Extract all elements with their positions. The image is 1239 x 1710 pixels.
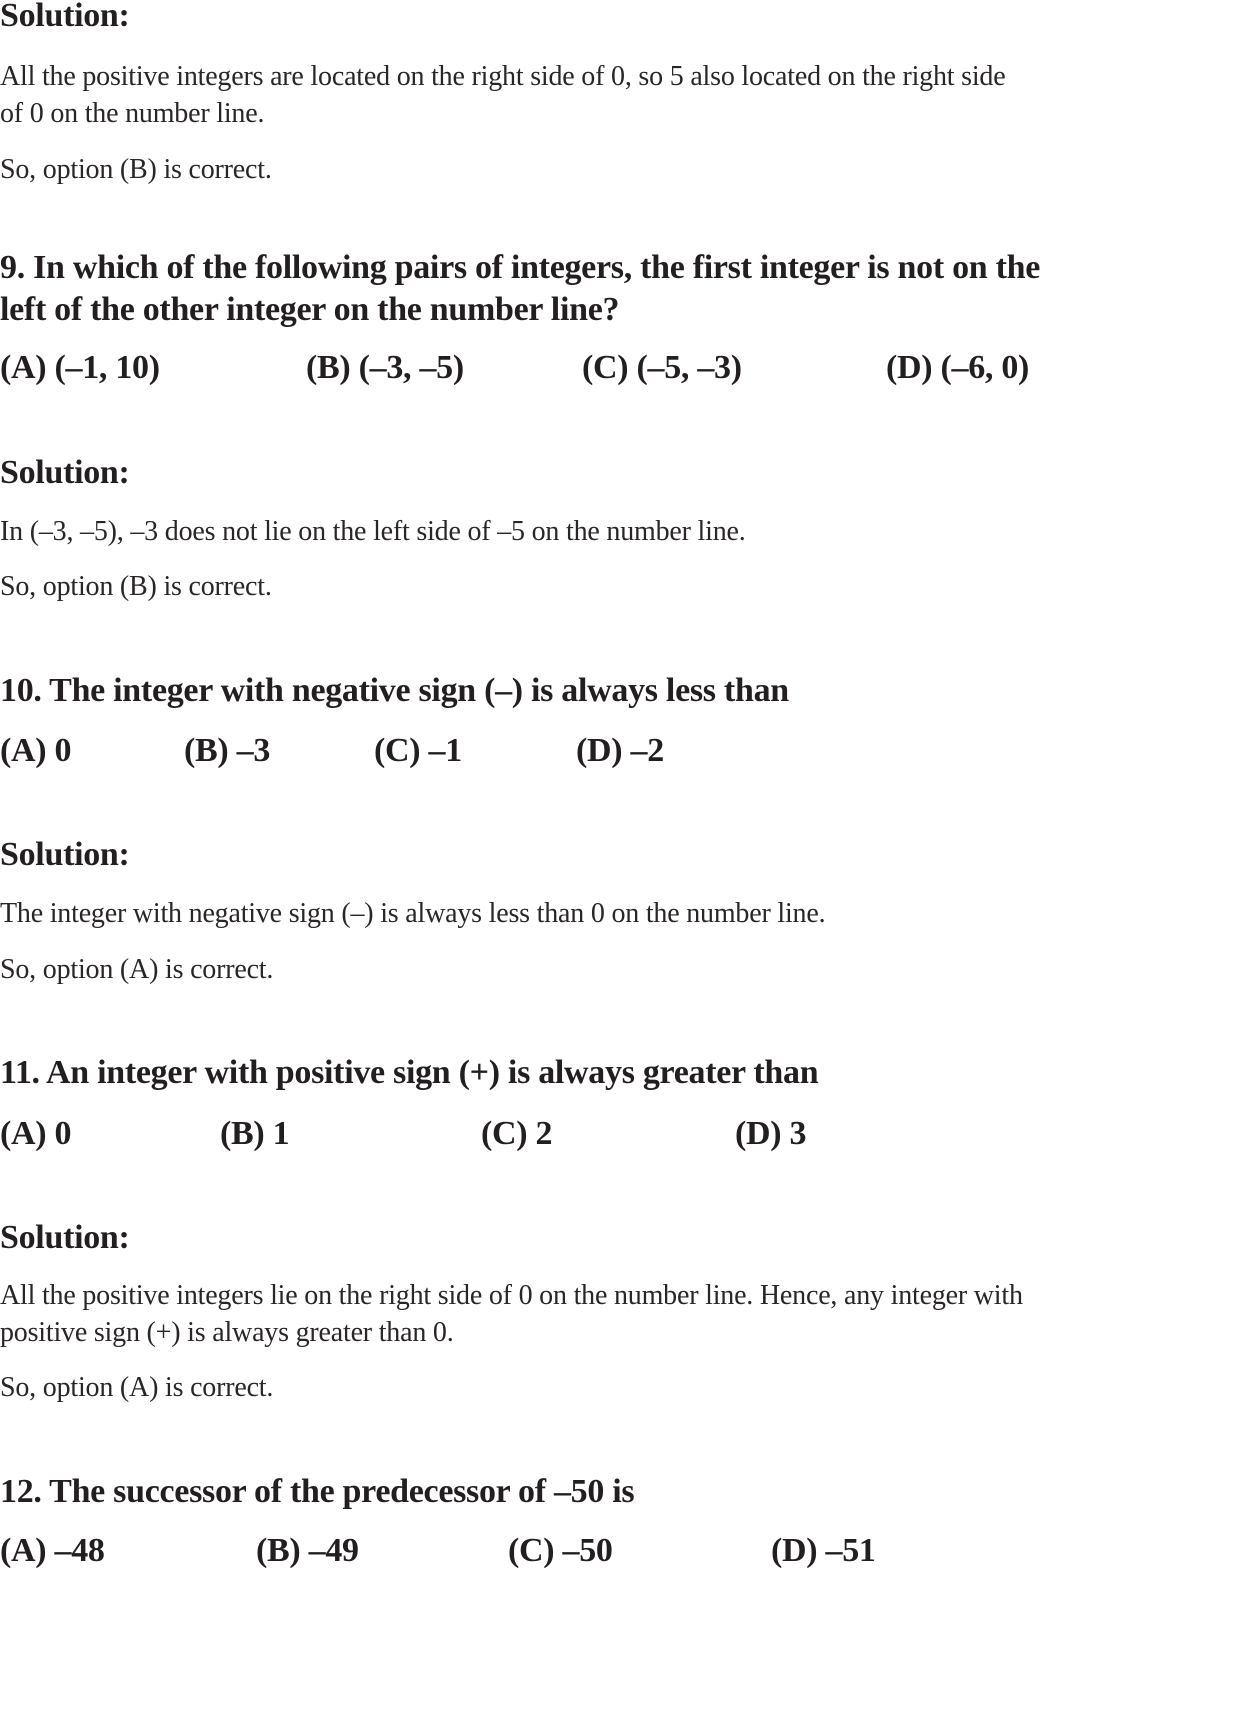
solution-conclusion: So, option (A) is correct. bbox=[0, 954, 274, 985]
option-b: (B) (–3, –5) bbox=[306, 349, 464, 386]
solution-heading: Solution: bbox=[0, 1219, 130, 1256]
question-text-line: 10. The integer with negative sign (–) is always less than bbox=[0, 672, 789, 709]
question-text-line: 12. The successor of the predecessor of –50 is bbox=[0, 1473, 635, 1510]
question-text-line: left of the other integer on the number line? bbox=[0, 291, 620, 328]
solution-text-line: The integer with negative sign (–) is always less than 0 on the number line. bbox=[0, 898, 826, 929]
solution-text-line: All the positive integers are located on the right side of 0, so 5 also located on the right side bbox=[0, 61, 1006, 92]
solution-heading: Solution: bbox=[0, 0, 130, 34]
option-d: (D) –51 bbox=[771, 1532, 876, 1569]
solution-heading: Solution: bbox=[0, 454, 130, 491]
option-a: (A) 0 bbox=[0, 1115, 72, 1152]
question-text-line: 11. An integer with positive sign (+) is always greater than bbox=[0, 1054, 819, 1091]
solution-conclusion: So, option (A) is correct. bbox=[0, 1372, 274, 1403]
solution-text-line: All the positive integers lie on the right side of 0 on the number line. Hence, any integer with bbox=[0, 1280, 1023, 1311]
solution-text-line: In (–3, –5), –3 does not lie on the left side of –5 on the number line. bbox=[0, 516, 746, 547]
option-d: (D) (–6, 0) bbox=[886, 349, 1030, 386]
option-c: (C) –1 bbox=[374, 732, 462, 769]
option-b: (B) –49 bbox=[256, 1532, 359, 1569]
option-c: (C) (–5, –3) bbox=[582, 349, 742, 386]
option-a: (A) (–1, 10) bbox=[0, 349, 160, 386]
solution-heading: Solution: bbox=[0, 836, 130, 873]
solution-conclusion: So, option (B) is correct. bbox=[0, 154, 272, 185]
solution-conclusion: So, option (B) is correct. bbox=[0, 571, 272, 602]
option-c: (C) 2 bbox=[481, 1115, 553, 1152]
option-b: (B) –3 bbox=[184, 732, 271, 769]
option-a: (A) 0 bbox=[0, 732, 72, 769]
option-c: (C) –50 bbox=[508, 1532, 613, 1569]
option-d: (D) 3 bbox=[735, 1115, 807, 1152]
option-d: (D) –2 bbox=[576, 732, 664, 769]
option-a: (A) –48 bbox=[0, 1532, 105, 1569]
option-b: (B) 1 bbox=[220, 1115, 290, 1152]
solution-text-line: of 0 on the number line. bbox=[0, 98, 265, 129]
question-text-line: 9. In which of the following pairs of integers, the first integer is not on the bbox=[0, 249, 1041, 286]
solution-text-line: positive sign (+) is always greater than 0. bbox=[0, 1317, 454, 1348]
